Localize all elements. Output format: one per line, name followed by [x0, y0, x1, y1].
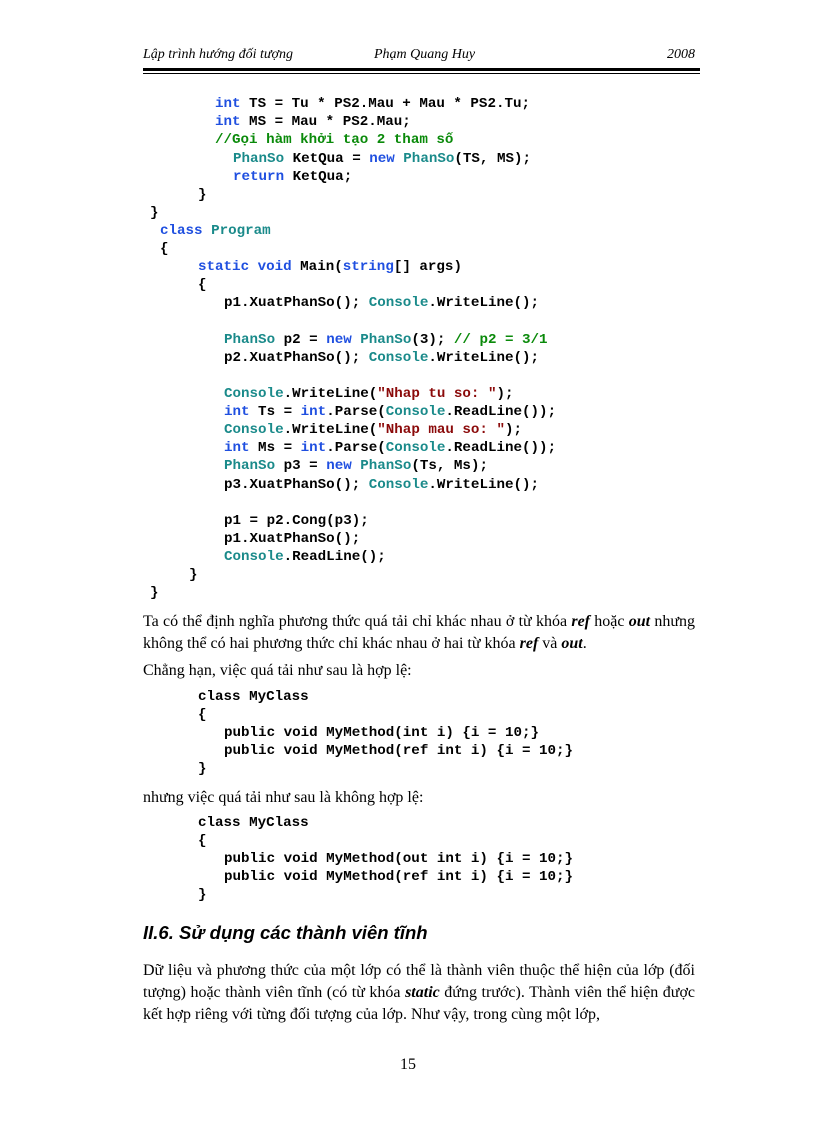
code-brace: {: [160, 241, 169, 257]
code-brace: }: [150, 585, 159, 601]
paragraph-invalid-example-intro: nhưng việc quá tải như sau là không hợp lệ:: [143, 789, 424, 806]
code-line: public void MyMethod(out int i) {i = 10;}: [224, 851, 574, 867]
section-heading: II.6. Sử dụng các thành viên tĩnh: [143, 922, 428, 943]
code-brace: }: [150, 205, 159, 221]
code-line: int MS = Mau * PS2.Mau;: [215, 114, 411, 130]
code-line: p1 = p2.Cong(p3);: [224, 513, 369, 529]
code-line: PhanSo p2 = new PhanSo(3); // p2 = 3/1: [224, 332, 548, 348]
paragraph-overload-ref-out: Ta có thể định nghĩa phương thức quá tải chỉ khác nhau ở từ khóa ref hoặc out nhưng không thể có hai phương thức chỉ khác nhau ở hai từ khóa ref và out.: [143, 613, 696, 652]
code-line: int TS = Tu * PS2.Mau + Mau * PS2.Tu;: [215, 96, 531, 112]
code-line: class MyClass: [198, 815, 309, 831]
code-brace: {: [198, 277, 207, 293]
code-line: Console.ReadLine();: [224, 549, 386, 565]
paragraph-static-members: Dữ liệu và phương thức của một lớp có thể là thành viên thuộc thể hiện của lớp (đối tượng) hoặc thành viên tĩnh (có từ khóa static đứng trước). Thành viên thể hiện được kết hợp riêng với từng đối tượng của lớp. Như vậy, trong cùng một lớp,: [143, 962, 696, 1023]
code-line: PhanSo p3 = new PhanSo(Ts, Ms);: [224, 458, 488, 474]
header-author: Phạm Quang Huy: [374, 47, 476, 62]
code-line: p1.XuatPhanSo(); Console.WriteLine();: [224, 295, 540, 311]
code-line: Console.WriteLine("Nhap tu so: ");: [224, 386, 514, 402]
code-line: int Ms = int.Parse(Console.ReadLine());: [224, 440, 557, 456]
code-line: public void MyMethod(ref int i) {i = 10;}: [224, 869, 574, 885]
code-line: p1.XuatPhanSo();: [224, 531, 361, 547]
page-header: [143, 47, 695, 69]
code-line: p3.XuatPhanSo(); Console.WriteLine();: [224, 477, 540, 493]
code-brace: }: [189, 567, 198, 583]
code-brace: {: [198, 833, 207, 849]
code-line: public void MyMethod(int i) {i = 10;}: [224, 725, 540, 741]
code-line: class MyClass: [198, 689, 309, 705]
code-line: Console.WriteLine("Nhap mau so: ");: [224, 422, 523, 438]
code-line: static void Main(string[] args): [198, 259, 462, 275]
page-number: 15: [400, 1056, 416, 1073]
code-brace: }: [198, 187, 207, 203]
code-brace: }: [198, 887, 207, 903]
code-comment: //Gọi hàm khởi tạo 2 tham số: [215, 132, 454, 148]
code-line: int Ts = int.Parse(Console.ReadLine());: [224, 404, 557, 420]
code-line: public void MyMethod(ref int i) {i = 10;}: [224, 743, 574, 759]
code-brace: }: [198, 761, 207, 777]
header-year: 2008: [667, 47, 695, 62]
code-line: PhanSo KetQua = new PhanSo(TS, MS);: [233, 151, 532, 167]
code-line: return KetQua;: [233, 169, 353, 185]
code-brace: {: [198, 707, 207, 723]
paragraph-valid-example-intro: Chẳng hạn, việc quá tải như sau là hợp lệ:: [143, 662, 412, 679]
header-rule: [143, 68, 700, 74]
code-line: p2.XuatPhanSo(); Console.WriteLine();: [224, 350, 540, 366]
code-line: class Program: [160, 223, 271, 239]
header-book-title: Lập trình hướng đối tượng: [143, 47, 294, 62]
